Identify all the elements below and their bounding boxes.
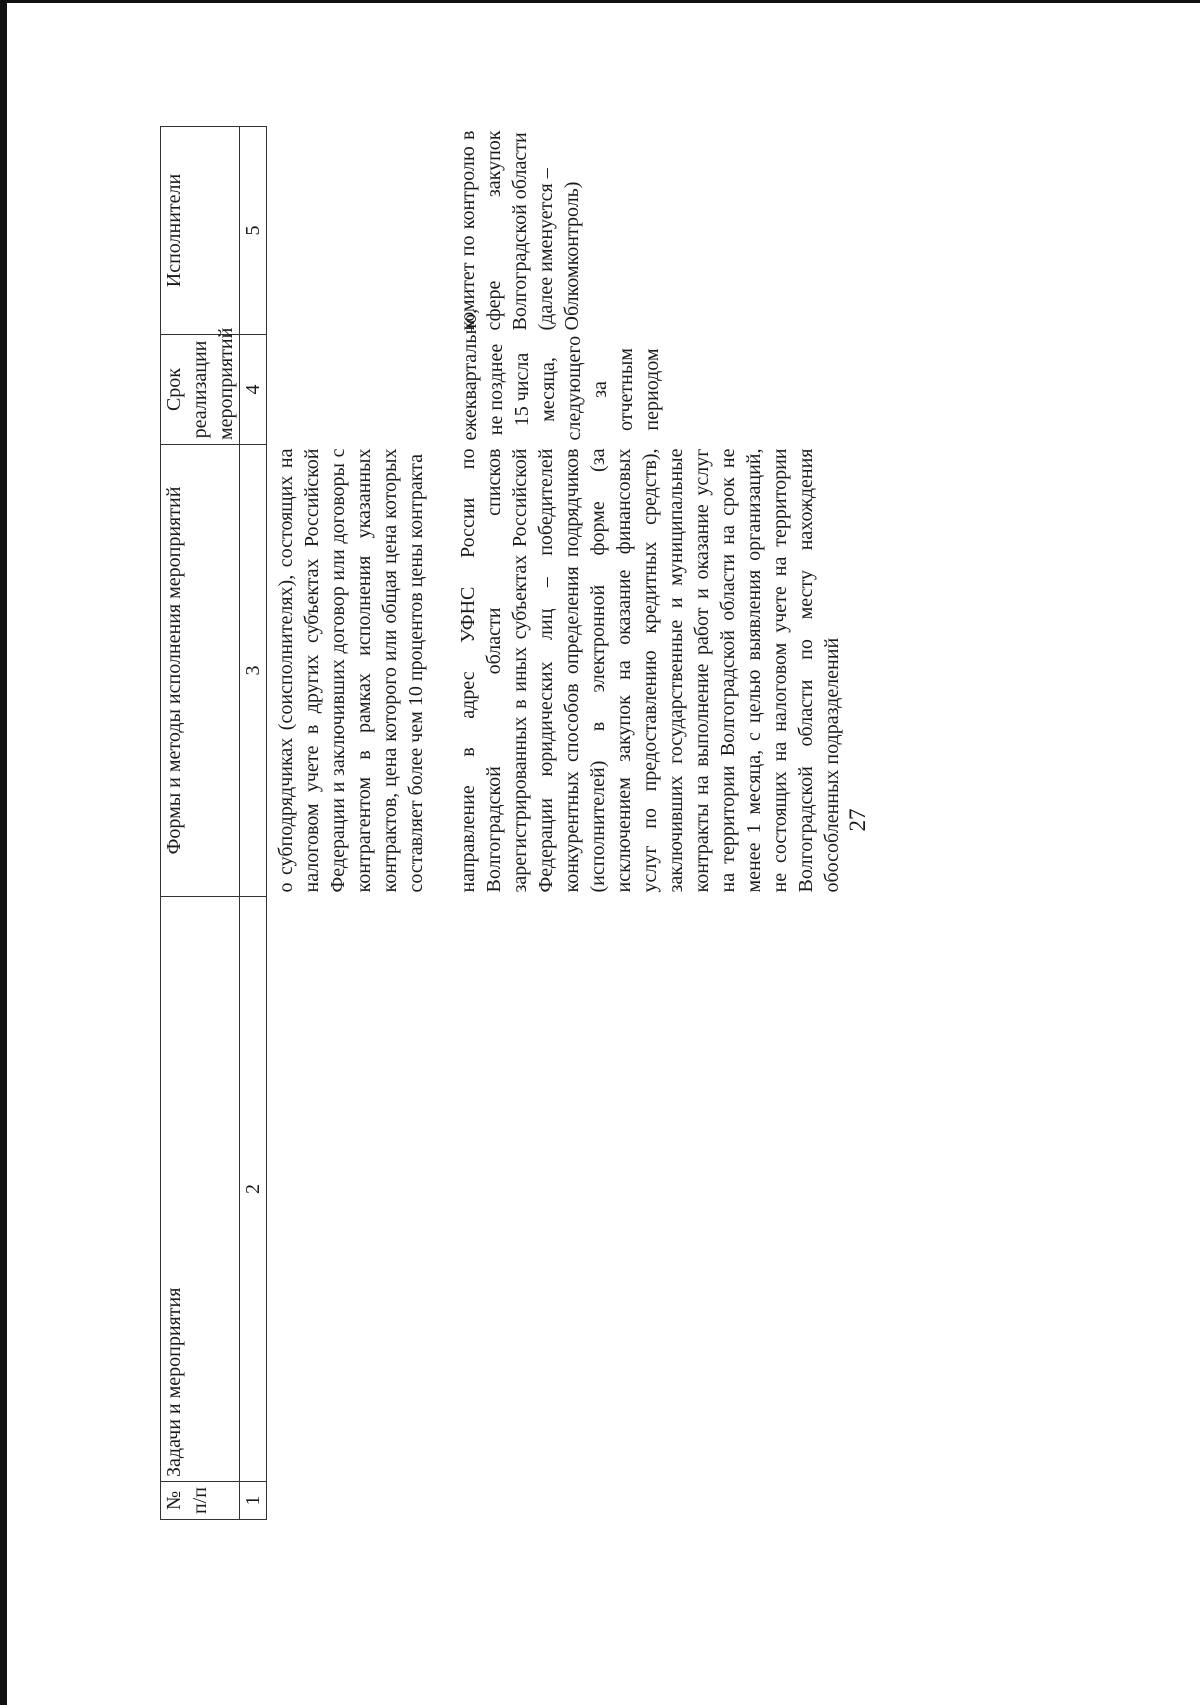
header-forms-methods: Формы и методы исполнения мероприятий	[161, 445, 240, 897]
header-tasks: Задачи и мероприятия	[161, 897, 240, 1482]
forms-text-subcontractors: о субподрядчиках (соисполнителях), состоящих на налоговом учете в других субъектах Российской Федерации и заключивших договор или договоры с контрагентом в рамках исполнения указанных контрактов, цена которого или общая цена которых составляет более чем 10 процентов цены контракта	[275, 448, 427, 893]
cell-executor	[267, 127, 450, 335]
cell-period	[267, 335, 450, 445]
cell-number	[267, 1482, 450, 1520]
column-number-row	[240, 127, 267, 1520]
table-row	[267, 127, 450, 1520]
cell-forms-methods	[449, 445, 851, 897]
column-number: 4	[240, 335, 267, 445]
executor-abbreviation: (далее именуется – Облкомконтроль)	[535, 168, 583, 331]
action-plan-table	[160, 126, 851, 1520]
cell-forms-methods	[267, 445, 450, 897]
table-header-row	[161, 127, 240, 1520]
column-number: 1	[240, 1482, 267, 1520]
column-number: 5	[240, 127, 267, 335]
cell-task	[267, 897, 450, 1482]
cell-executor	[449, 127, 851, 335]
scan-border-left	[0, 0, 7, 1705]
executor-text: комитет по контролю в сфере закупок Волгоградской области	[457, 130, 531, 331]
document-page-landscape	[160, 120, 1040, 1520]
cell-number	[449, 1482, 851, 1520]
period-text: ежеквартально, не позднее 15 числа месяца, следующего за отчетным периодом	[459, 308, 663, 441]
header-period: Срок реализации мероприятий	[161, 335, 240, 445]
page-number: 27	[845, 808, 870, 832]
cell-task	[449, 897, 851, 1482]
table-row	[449, 127, 851, 1520]
header-number: № п/п	[161, 1482, 240, 1520]
forms-text-ufns-lists: направление в адрес УФНС России по Волгоградской области списков зарегистрированных в иных субъектах Российской Федерации юридических лиц – победителей конкурентных способов определения подрядчиков (исполнителей) в электронной форме (за исключением закупок на оказание финансовых услуг по предоставлению кредитных средств), заключивших государственные и муниципальные контракты на выполнение работ и оказание услуг на территории Волгоградской области на срок не менее 1 месяца, с целью выявления организаций, не состоящих на налоговом учете на территории Волгоградской области по месту нахождения обособленных подразделений	[457, 448, 843, 893]
column-number: 3	[240, 445, 267, 897]
column-number: 2	[240, 897, 267, 1482]
scan-border-top	[0, 0, 1200, 3]
cell-period	[449, 308, 851, 445]
header-executors: Исполнители	[161, 127, 240, 335]
